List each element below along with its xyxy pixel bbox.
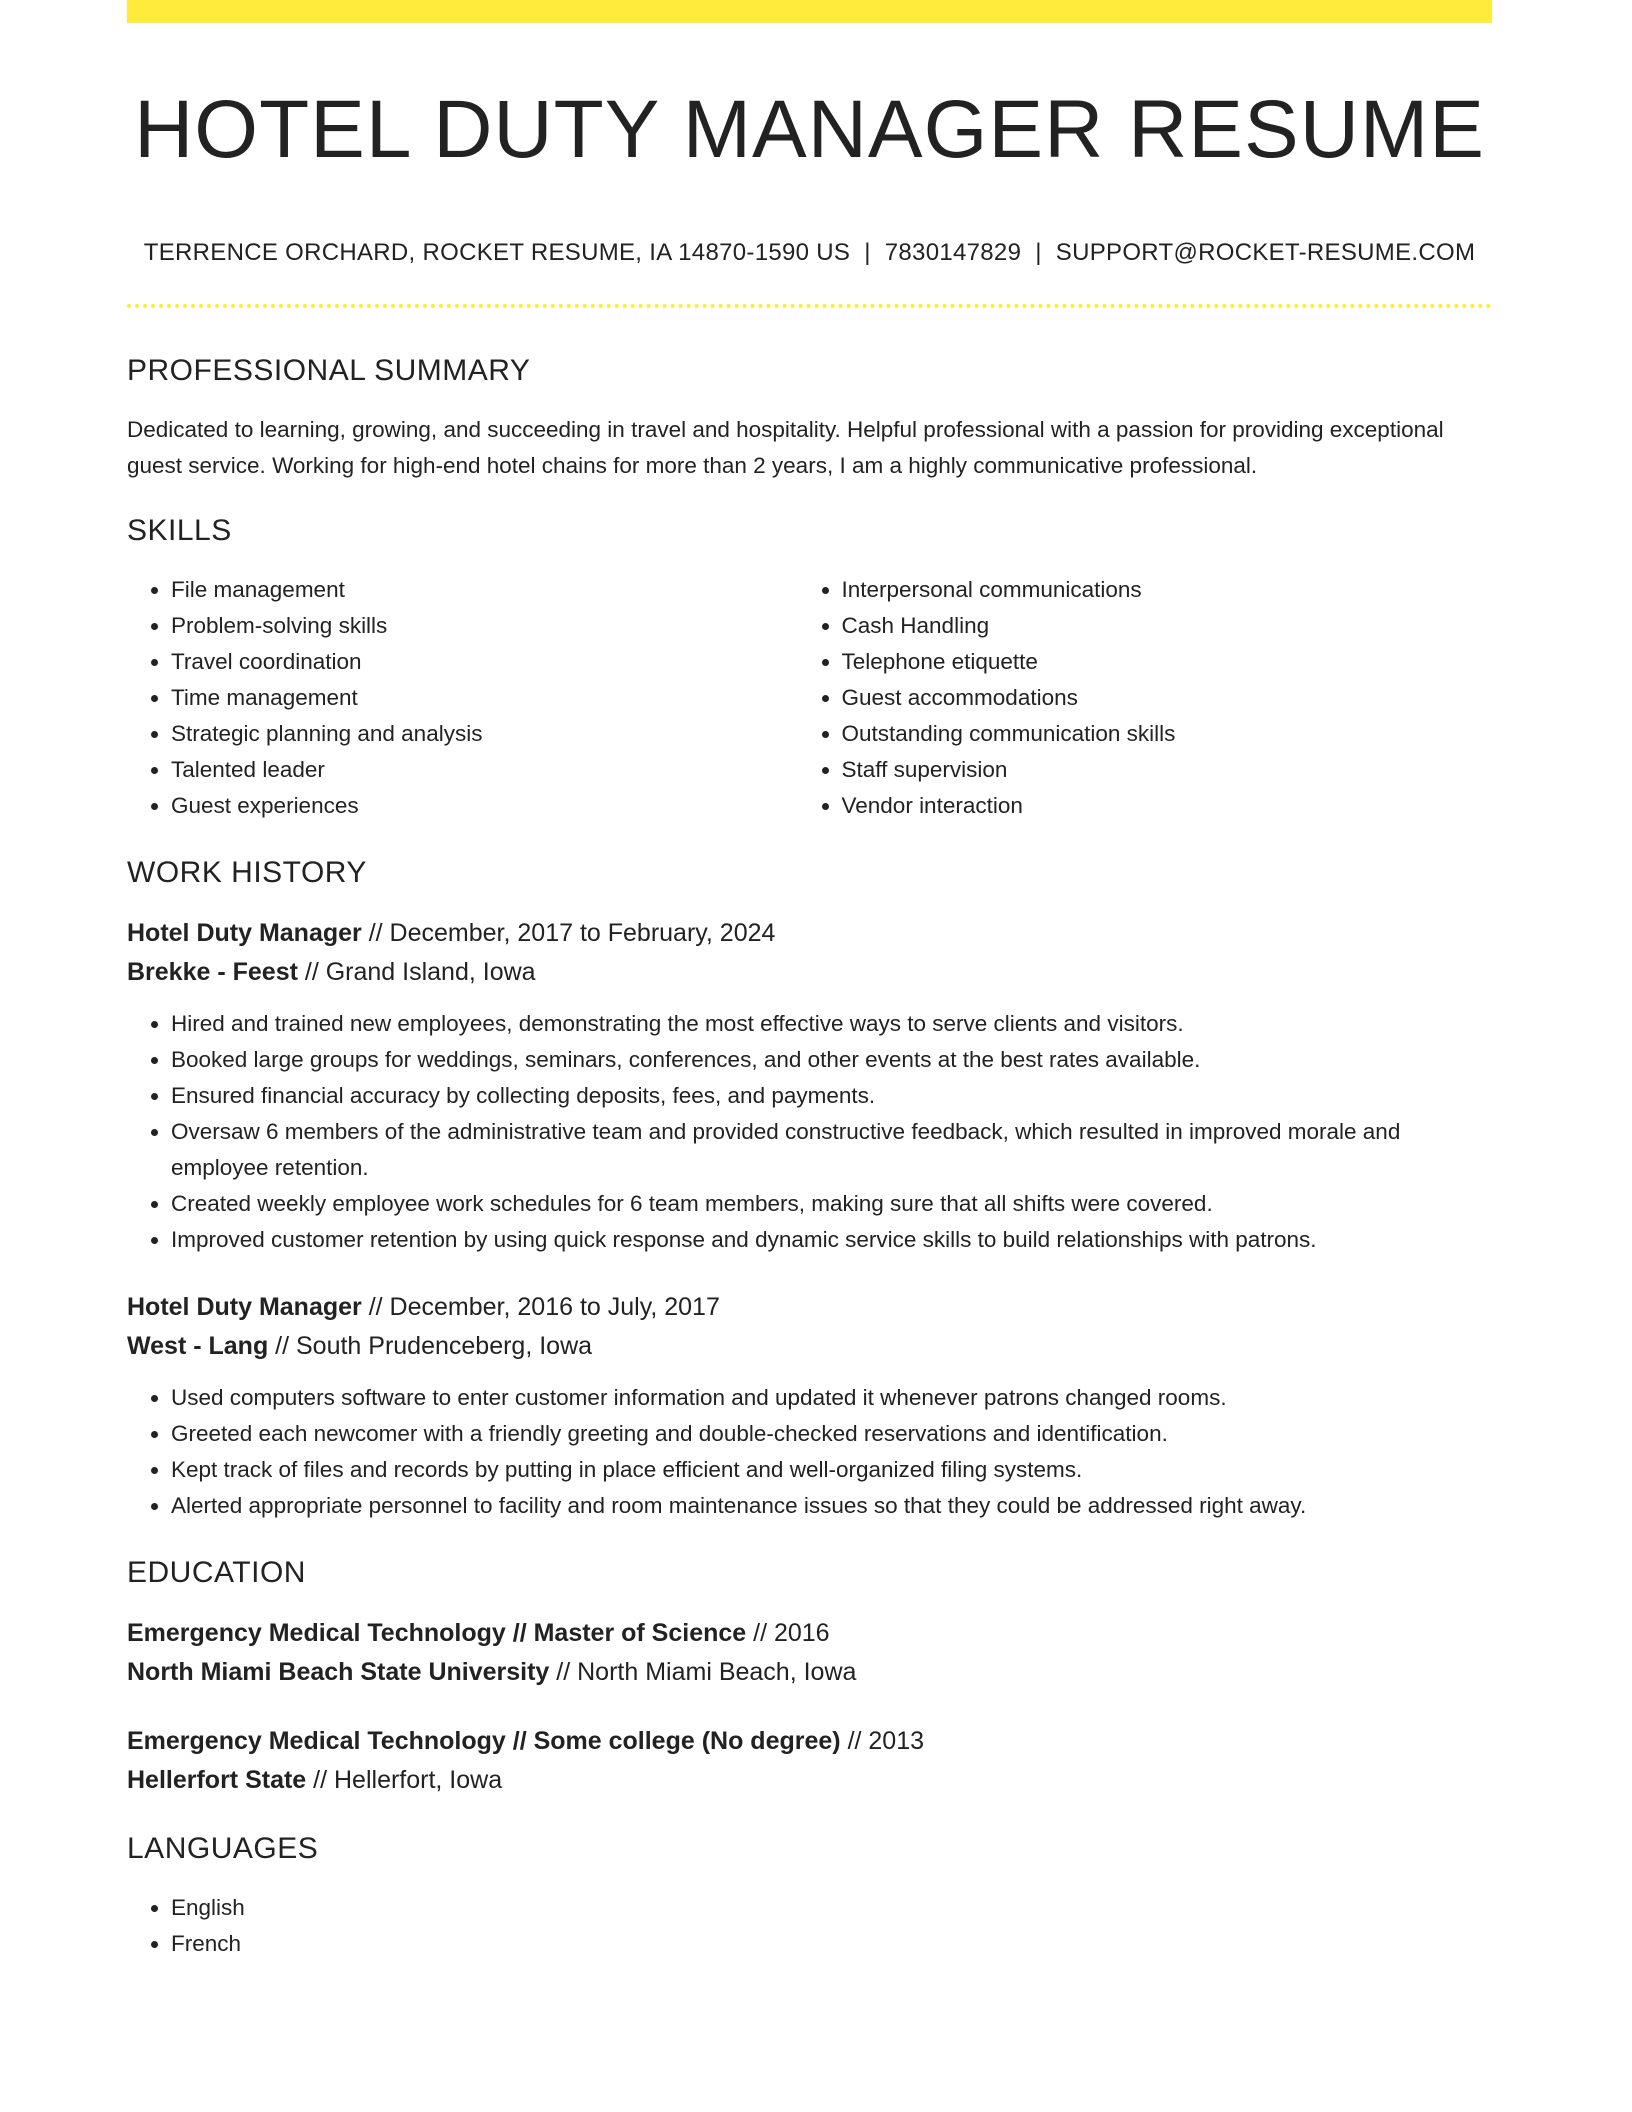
skill-item: • Travel coordination <box>171 644 810 680</box>
skill-item: • File management <box>171 572 810 608</box>
language-item: • English <box>171 1890 1492 1926</box>
contact-email: SUPPORT@ROCKET-RESUME.COM <box>1055 239 1476 266</box>
skill-item: • Interpersonal communications <box>842 572 1493 608</box>
degree-year: // 2016 <box>746 1619 830 1647</box>
skill-item: • Strategic planning and analysis <box>171 716 810 752</box>
job-bullet: • Booked large groups for weddings, seminars, conferences, and other events at the best rates available. <box>171 1042 1492 1078</box>
contact-line <box>127 238 1492 268</box>
languages-heading: LANGUAGES <box>127 1832 319 1865</box>
work-heading: WORK HISTORY <box>127 856 367 889</box>
job-bullet: • Improved customer retention by using quick response and dynamic service skills to build relationships with patrons. <box>171 1222 1492 1258</box>
accent-bar <box>127 0 1492 23</box>
job-bullet: • Hired and trained new employees, demonstrating the most effective ways to serve clients and visitors. <box>171 1006 1492 1042</box>
education-entry <box>127 1722 1492 1800</box>
job-company: Brekke - Feest <box>127 958 298 986</box>
job-bullet: • Oversaw 6 members of the administrative team and provided constructive feedback, which resulted in improved morale and employee retention. <box>171 1114 1492 1186</box>
job-bullets <box>127 1006 1492 1258</box>
summary-heading: PROFESSIONAL SUMMARY <box>127 354 531 387</box>
skill-item: • Cash Handling <box>842 608 1493 644</box>
job-company-line <box>127 953 1492 992</box>
skill-item: • Staff supervision <box>842 752 1493 788</box>
skill-item: • Guest accommodations <box>842 680 1493 716</box>
job-location: // South Prudenceberg, Iowa <box>268 1332 593 1360</box>
skill-item: • Time management <box>171 680 810 716</box>
skills-list <box>127 572 1492 824</box>
job-bullet: • Used computers software to enter customer information and updated it whenever patrons changed rooms. <box>171 1380 1492 1416</box>
school: Hellerfort State <box>127 1766 307 1794</box>
education-heading: EDUCATION <box>127 1556 306 1589</box>
school: North Miami Beach State University <box>127 1658 550 1686</box>
job-dates: // December, 2017 to February, 2024 <box>361 919 776 947</box>
degree: Emergency Medical Technology // Master of Science <box>127 1619 747 1647</box>
skill-item: • Problem-solving skills <box>171 608 810 644</box>
job-company-line <box>127 1327 1492 1366</box>
school-location: // Hellerfort, Iowa <box>306 1766 503 1794</box>
job-bullet: • Alerted appropriate personnel to facility and room maintenance issues so that they could be addressed right away. <box>171 1488 1492 1524</box>
school-location: // North Miami Beach, Iowa <box>549 1658 857 1686</box>
contact-phone: 7830147829 <box>884 239 1022 266</box>
job-dates: // December, 2016 to July, 2017 <box>361 1293 720 1321</box>
skill-item: • Talented leader <box>171 752 810 788</box>
languages-list <box>127 1890 1492 1962</box>
skill-item: • Guest experiences <box>171 788 810 824</box>
job-entry <box>127 1288 1492 1524</box>
skill-item: • Outstanding communication skills <box>842 716 1493 752</box>
skills-heading: SKILLS <box>127 514 232 547</box>
job-location: // Grand Island, Iowa <box>297 958 536 986</box>
job-title: Hotel Duty Manager <box>127 1293 362 1321</box>
degree-year: // 2013 <box>840 1727 925 1755</box>
skills-column-left <box>127 572 810 824</box>
job-bullet: • Ensured financial accuracy by collecting deposits, fees, and payments. <box>171 1078 1492 1114</box>
job-title-line <box>127 1288 1492 1327</box>
degree-line <box>127 1722 1492 1761</box>
degree: Emergency Medical Technology // Some college (No degree) <box>127 1727 841 1755</box>
contact-separator: | <box>864 239 871 266</box>
job-title-line <box>127 914 1492 953</box>
contact-address: TERRENCE ORCHARD, ROCKET RESUME, IA 14870-1590 US <box>143 239 851 266</box>
language-item: • French <box>171 1926 1492 1962</box>
dotted-divider <box>127 304 1492 308</box>
job-bullets <box>127 1380 1492 1524</box>
skill-item: • Vendor interaction <box>842 788 1493 824</box>
job-bullet: • Created weekly employee work schedules for 6 team members, making sure that all shifts were covered. <box>171 1186 1492 1222</box>
skill-item: • Telephone etiquette <box>842 644 1493 680</box>
school-line <box>127 1653 1492 1692</box>
job-bullet: • Greeted each newcomer with a friendly greeting and double-checked reservations and identification. <box>171 1416 1492 1452</box>
summary-text: Dedicated to learning, growing, and succeeding in travel and hospitality. Helpful professional with a passion for providing exceptional guest service. Working for high-end hotel chains for more than 2 years, I am a highly communicative professional. <box>127 417 1444 478</box>
job-entry <box>127 914 1492 1258</box>
skills-column-right <box>810 572 1493 824</box>
page-title: HOTEL DUTY MANAGER RESUME <box>134 84 1485 175</box>
school-line <box>127 1761 1492 1800</box>
job-company: West - Lang <box>127 1332 269 1360</box>
job-title: Hotel Duty Manager <box>127 919 362 947</box>
job-bullet: • Kept track of files and records by putting in place efficient and well-organized filing systems. <box>171 1452 1492 1488</box>
degree-line <box>127 1614 1492 1653</box>
contact-separator: | <box>1035 239 1042 266</box>
education-entry <box>127 1614 1492 1692</box>
resume-content <box>127 352 1492 1962</box>
